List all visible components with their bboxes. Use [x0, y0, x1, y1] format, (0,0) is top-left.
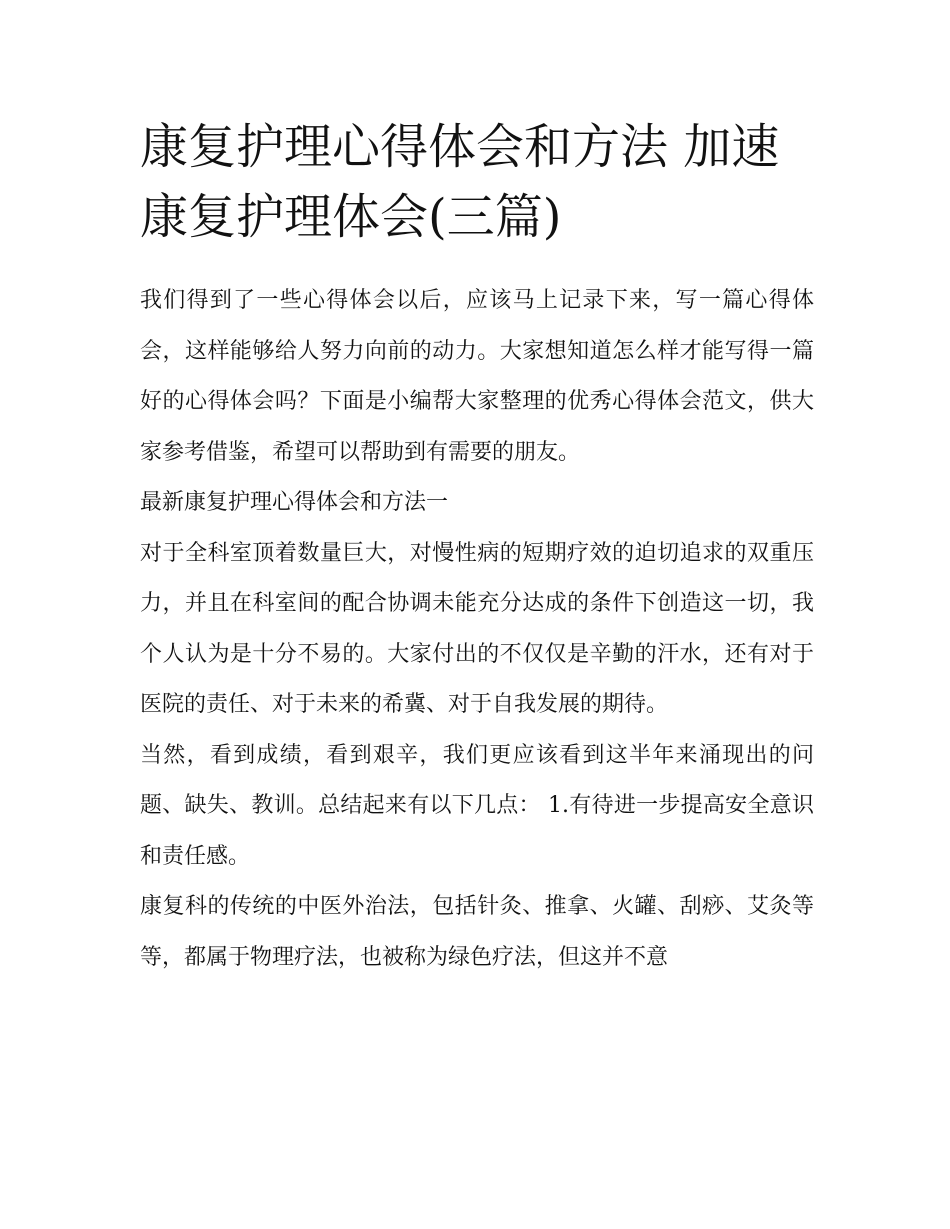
intro-paragraph: 我们得到了一些心得体会以后，应该马上记录下来，写一篇心得体会，这样能够给人努力向前的动力。大家想知道怎么样才能写得一篇好的心得体会吗？下面是小编帮大家整理的优秀心得体会范文，供大家参考借鉴，希望可以帮助到有需要的朋友。 [140, 288, 814, 465]
body-paragraph: 康复科的传统的中医外治法，包括针灸、推拿、火罐、刮痧、艾灸等等，都属于物理疗法，也被称为绿色疗法，但这并不意 [140, 894, 814, 970]
body-paragraph: 当然，看到成绩，看到艰辛，我们更应该看到这半年来涌现出的问题、缺失、教训。总结起来有以下几点： 1.有待进一步提高安全意识和责任感。 [140, 742, 814, 869]
section-heading: 最新康复护理心得体会和方法一 [140, 490, 449, 515]
body-paragraph: 对于全科室顶着数量巨大，对慢性病的短期疗效的迫切追求的双重压力，并且在科室间的配合协调未能充分达成的条件下创造这一切，我个人认为是十分不易的。大家付出的不仅仅是辛勤的汗水，还有对于医院的责任、对于未来的希冀、对于自我发展的期待。 [140, 540, 814, 717]
document-title: 康复护理心得体会和方法 加速康复护理体会(三篇) [140, 119, 780, 245]
document-body [140, 112, 814, 983]
